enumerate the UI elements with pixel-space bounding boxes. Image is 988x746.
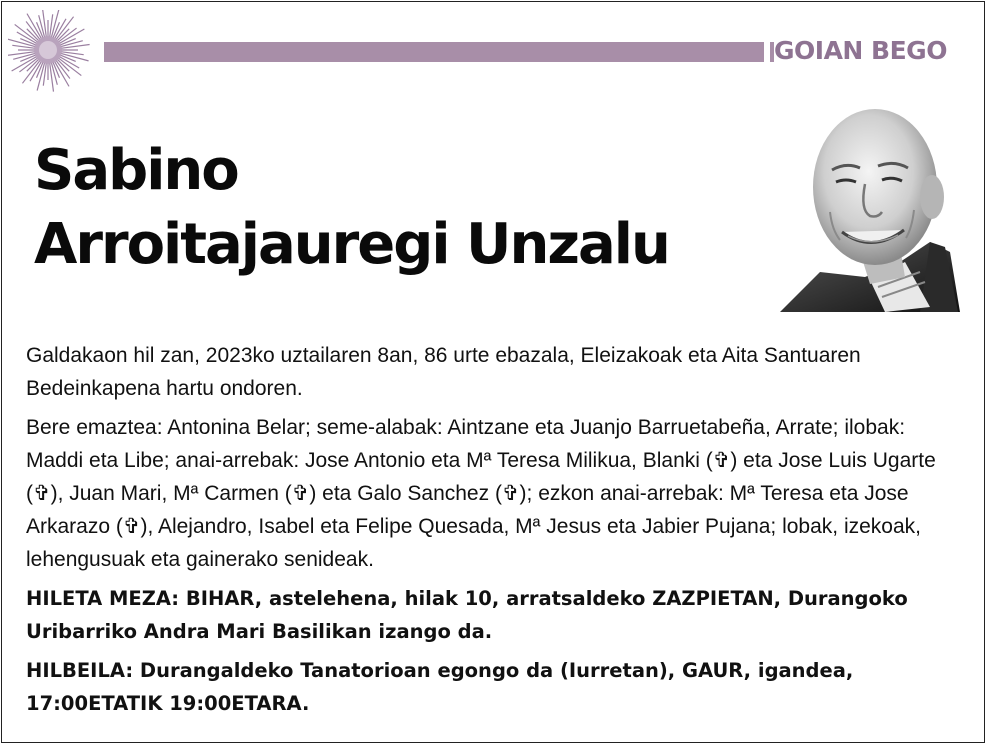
death-notice-paragraph: Galdakaon hil zan, 2023ko uztailaren 8an, 86 urte ebazala, Eleizakoak eta Aita Santuaren Bedeinkapena hartu ondoren. [26, 344, 861, 400]
header-rule [104, 42, 764, 62]
surnames: Arroitajauregi Unzalu [34, 212, 669, 277]
family-paragraph: Bere emaztea: Antonina Belar; seme-alabak: Aintzane eta Juanjo Barruetabeña, Arrate; ilobak: Maddi eta Libe; anai-arrebak: Jose Antonio eta Mª Teresa Milikua, Blanki (✞) eta Jose Luis Ugarte (✞), Juan Mari, Mª Carmen (✞) eta Galo Sanchez (✞); ezkon anai-arrebak: Mª Teresa eta Jose Arkarazo (✞), Alejandro, Isabel eta Felipe Quesada, Mª Jesus eta Jabier Pujana; lobak, izekoak, lehengusuak eta gainerako senideak. [26, 416, 936, 571]
obituary-body [26, 339, 966, 726]
section-label: GOIAN BEGO [774, 36, 947, 65]
obituary-card [1, 1, 985, 743]
thistle-flower-icon [8, 10, 98, 94]
funeral-mass-paragraph: HILETA MEZA: BIHAR, astelehena, hilak 10, arratsaldeko ZAZPIETAN, Durangoko Uribarriko Andra Mari Basilikan izango da. [26, 587, 908, 643]
deceased-name [34, 134, 794, 282]
portrait-photo [780, 102, 960, 312]
first-name: Sabino [34, 138, 238, 203]
wake-paragraph: HILBEILA: Durangaldeko Tanatorioan egongo da (Iurretan), GAUR, igandea, 17:00ETATIK 19:00ETARA. [26, 659, 854, 715]
